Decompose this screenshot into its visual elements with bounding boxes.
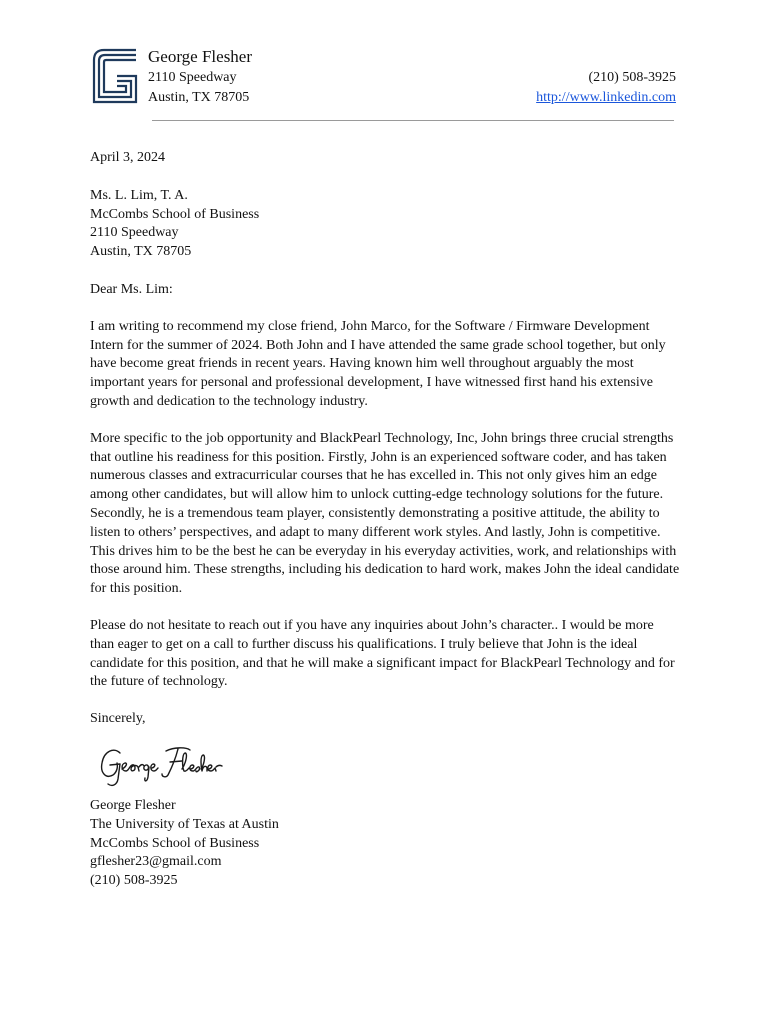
signoff-name: George Flesher <box>90 797 176 813</box>
closing: Sincerely, <box>90 711 146 727</box>
signoff-school: McCombs School of Business <box>90 835 260 851</box>
sender-phone: (210) 508-3925 <box>588 70 676 85</box>
body-paragraph: Please do not hesitate to reach out if you have any inquiries about John’s character.. I would be more than eager to get on a call to further discuss his qualifications. I truly believe that John is the ideal candidate for this position, and that he will make a significant impact for BlackPearl Technology and for the future of technology. <box>90 617 675 690</box>
recipient-line: Austin, TX 78705 <box>90 244 192 260</box>
salutation: Dear Ms. Lim: <box>90 281 173 297</box>
sender-city: Austin, TX 78705 <box>148 90 250 105</box>
body-paragraph: More specific to the job opportunity and BlackPearl Technology, Inc, John brings three crucial strengths that outline his readiness for this position. Firstly, John is an experienced software coder, and has taken numerous classes and extracurricular courses that he has excelled in. This not only gives him an edge among other candidates, but will allow him to unlock cutting-edge technology solutions for the future. Secondly, he is a tremendous team player, consistently demonstrating a positive attitude, the ability to listen to others’ perspectives, and adapt to many different work styles. And lastly, John is competitive. This drives him to be the best he can be everyday in his everyday activities, work, and relationships with those around him. These strengths, including his dedication to hard work, makes John the ideal candidate for this position. <box>90 430 680 597</box>
signoff-phone: (210) 508-3925 <box>90 873 178 889</box>
signoff-university: The University of Texas at Austin <box>90 816 279 832</box>
letter-date: April 3, 2024 <box>90 150 166 165</box>
linkedin-link[interactable]: http://www.linkedin.com <box>536 90 676 105</box>
letterhead-logo-icon <box>92 48 138 104</box>
header-divider <box>152 120 674 121</box>
recipient-line: 2110 Speedway <box>90 225 179 241</box>
sender-street: 2110 Speedway <box>148 70 237 85</box>
letter-body <box>90 149 680 891</box>
signoff-email: gflesher23@gmail.com <box>90 854 222 870</box>
recipient-line: McCombs School of Business <box>90 206 260 222</box>
handwritten-signature <box>96 739 236 789</box>
signature-block <box>90 797 680 891</box>
sender-name: George Flesher <box>148 47 253 66</box>
recipient-address <box>90 187 680 262</box>
body-paragraph: I am writing to recommend my close friend, John Marco, for the Software / Firmware Development Intern for the summer of 2024. Both John and I have attended the same grade school together, but only have become great friends in recent years. Having known him well throughout arguably the most important years for personal and professional development, I have witnessed first hand his extensive growth and dedication to the technology industry. <box>90 318 666 409</box>
recipient-line: Ms. L. Lim, T. A. <box>90 187 188 203</box>
